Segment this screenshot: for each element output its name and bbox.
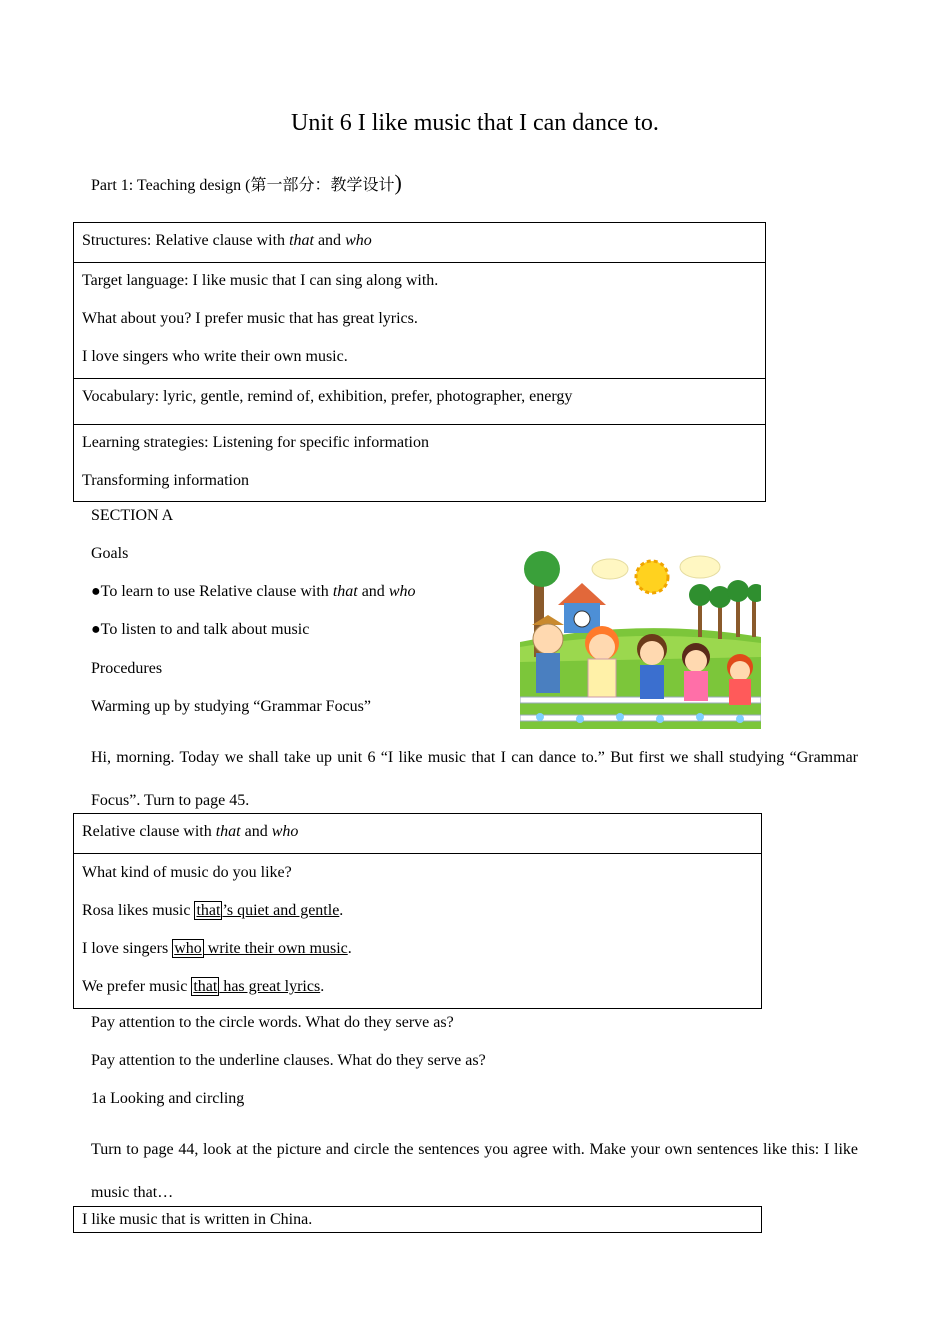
big-tree-top <box>524 551 560 587</box>
grammar-head-text: Relative clause with <box>82 823 216 840</box>
example-box <box>73 1206 762 1233</box>
target-language-row <box>74 263 765 379</box>
structures-and: and <box>313 232 346 249</box>
structures-row <box>74 223 765 263</box>
s1-circled-word: that <box>196 902 221 919</box>
child-3 <box>637 634 667 699</box>
s1-underlined-clause: ’s quiet and gentle <box>222 902 340 919</box>
child-5 <box>727 654 753 705</box>
strategies-line-2: Transforming information <box>82 472 249 489</box>
goal-1-who: who <box>388 583 416 600</box>
vocabulary-text: Vocabulary: lyric, gentle, remind of, exhibition, prefer, photographer, energy <box>82 388 573 405</box>
design-table <box>73 222 766 502</box>
part-label: Part 1: Teaching design (第一部分：教学设计 <box>91 177 395 194</box>
child-4 <box>682 643 710 701</box>
page-title: Unit 6 I like music that I can dance to. <box>291 110 659 136</box>
s3-circled-word: that <box>193 978 218 995</box>
grammar-focus-table <box>73 813 762 1009</box>
part-heading <box>91 170 402 196</box>
goal-1-text: ●To learn to use Relative clause with <box>91 583 333 600</box>
structures-that: that <box>289 232 314 249</box>
strategies-row <box>74 425 765 501</box>
children-cartoon-illustration <box>520 547 761 729</box>
grammar-head-who: who <box>271 823 299 840</box>
goal-2: ●To listen to and talk about music <box>91 621 310 638</box>
child-2 <box>585 626 619 697</box>
grammar-sentence-1 <box>82 893 753 931</box>
grammar-question: What kind of music do you like? <box>82 864 292 881</box>
target-line-1: Target language: I like music that I can sing along with. <box>82 272 439 289</box>
structures-text: Structures: Relative clause with <box>82 232 290 249</box>
attention-1: Pay attention to the circle words. What do they serve as? <box>91 1014 454 1031</box>
grammar-head-and: and <box>240 823 272 840</box>
grammar-head-row <box>74 814 761 854</box>
grammar-body-row <box>74 854 761 1008</box>
target-line-3: I love singers who write their own music. <box>82 348 348 365</box>
s2-underlined-clause: write their own music <box>203 940 348 957</box>
s1-period: . <box>339 902 344 919</box>
cloud-2 <box>680 556 720 578</box>
goal-1-and: and <box>357 583 389 600</box>
grammar-sentence-3 <box>82 969 753 1007</box>
target-line-2: What about you? I prefer music that has great lyrics. <box>82 310 418 327</box>
s3-period: . <box>320 978 325 995</box>
intro-paragraph: Hi, morning. Today we shall take up unit 6 “I like music that I can dance to.” But first we shall studying “Grammar Focus”. Turn to page 45. <box>91 749 858 809</box>
s3-lead: We prefer music <box>82 978 192 995</box>
warmup-text: Warming up by studying “Grammar Focus” <box>91 698 371 715</box>
grammar-head-that: that <box>215 823 241 840</box>
attention-2: Pay attention to the underline clauses. What do they serve as? <box>91 1052 486 1069</box>
grammar-sentence-2 <box>82 931 753 969</box>
sun <box>636 561 668 593</box>
s2-lead: I love singers <box>82 940 173 957</box>
s1-lead: Rosa likes music <box>82 902 195 919</box>
goal-1 <box>91 582 415 602</box>
activity-1a-heading: 1a Looking and circling <box>91 1090 245 1107</box>
strategies-line-1: Learning strategies: Listening for specific information <box>82 434 429 451</box>
structures-who: who <box>345 232 372 249</box>
s3-underlined-clause: has great lyrics <box>219 978 321 995</box>
dog-head <box>574 611 590 627</box>
activity-1a-paragraph: Turn to page 44, look at the picture and circle the sentences you agree with. Make your own sentences like this: I like music that… <box>91 1141 858 1201</box>
section-heading: SECTION A <box>91 507 174 524</box>
s2-circled-word: who <box>174 940 202 957</box>
cloud-1 <box>592 559 628 579</box>
s2-period: . <box>347 940 352 957</box>
goals-label: Goals <box>91 545 129 562</box>
part-paren: ) <box>394 170 402 195</box>
procedures-label: Procedures <box>91 660 163 677</box>
example-sentence: I like music that is written in China. <box>82 1211 313 1228</box>
vocabulary-row <box>74 379 765 425</box>
goal-1-that: that <box>332 583 358 600</box>
